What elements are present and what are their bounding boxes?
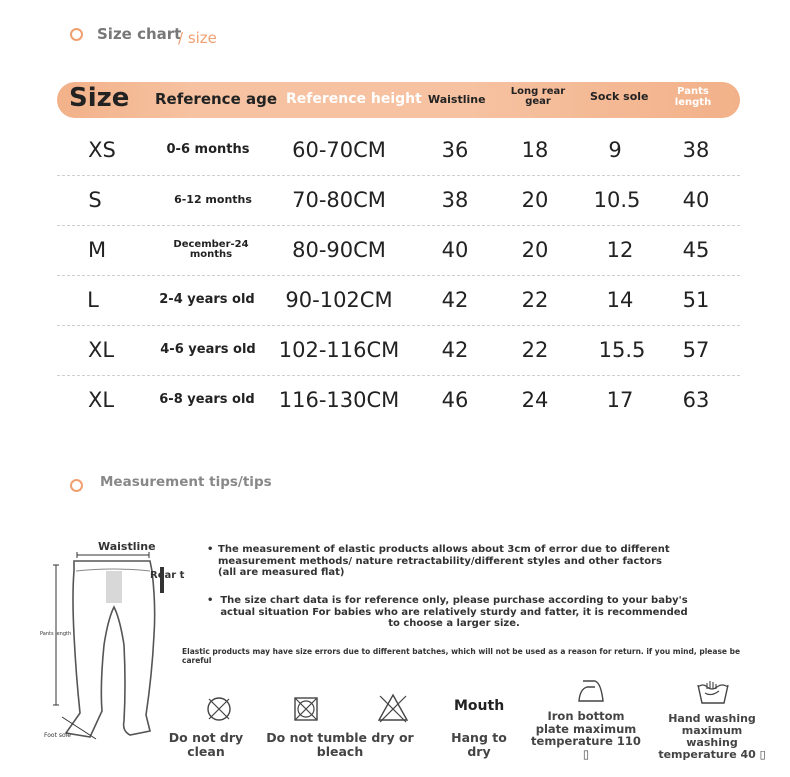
diagram-pants-length-label: Pants length <box>40 631 72 637</box>
diagram-waistline-label: Waistline <box>98 540 156 553</box>
size-cell: XL <box>87 388 115 412</box>
no-dry-clean-icon <box>200 694 240 726</box>
height-cell: 116-130CM <box>278 388 400 412</box>
care-mouth-label: Mouth <box>454 698 505 714</box>
size-chart-bullet-icon <box>70 28 83 41</box>
care-iron <box>575 677 609 705</box>
age-cell: 6-8 years old <box>159 392 255 408</box>
waistline-cell: 36 <box>441 138 469 162</box>
no-tumble-dry-icon <box>288 694 328 726</box>
age-cell: 0-6 months <box>166 142 250 158</box>
tip-text: The measurement of elastic products allows about 3cm of error due to different measurement methods/ nature retractability/different styles and other factors (all are measured flat) <box>218 544 670 578</box>
size-cell: S <box>88 188 102 212</box>
rear-gear-cell: 18 <box>521 138 549 162</box>
measurement-title: Measurement tips/tips <box>100 474 272 490</box>
waistline-cell: 42 <box>441 288 469 312</box>
sock-sole-cell: 9 <box>608 138 622 162</box>
size-cell: L <box>87 288 99 312</box>
waistline-cell: 42 <box>441 338 469 362</box>
diagram-rear-label: Rear t <box>150 570 185 581</box>
pants-length-cell: 40 <box>682 188 710 212</box>
age-cell: 2-4 years old <box>159 292 255 308</box>
height-cell: 70-80CM <box>292 188 386 212</box>
pants-length-cell: 57 <box>682 338 710 362</box>
header-reference-height: Reference height <box>286 91 422 107</box>
header-sock-sole: Sock sole <box>590 90 649 103</box>
table-row <box>57 325 740 375</box>
care-label-hand-wash: Hand washing maximum washing temperature 40 ▯ <box>658 712 766 762</box>
waistline-cell: 46 <box>441 388 469 412</box>
sock-sole-cell: 14 <box>606 288 634 312</box>
sock-sole-cell: 15.5 <box>598 338 646 362</box>
age-cell: December-24 months <box>173 238 249 260</box>
waistline-cell: 40 <box>441 238 469 262</box>
pants-length-cell: 45 <box>682 238 710 262</box>
sock-sole-cell: 10.5 <box>593 188 641 212</box>
rear-gear-cell: 20 <box>521 188 549 212</box>
table-row <box>57 175 740 225</box>
pants-length-cell: 38 <box>682 138 710 162</box>
table-row <box>57 375 740 425</box>
pants-length-cell: 63 <box>682 388 710 412</box>
table-row <box>57 225 740 275</box>
size-cell: M <box>87 238 107 262</box>
tights-outline-icon <box>38 535 188 745</box>
care-no-dry-clean <box>200 694 240 726</box>
hand-wash-icon <box>695 677 731 707</box>
header-long-rear-gear: Long rear gear <box>510 86 566 107</box>
rear-gear-cell: 24 <box>521 388 549 412</box>
tip-bullet-icon: • <box>207 595 214 606</box>
table-row <box>57 125 740 175</box>
no-bleach-icon <box>374 692 414 724</box>
rear-gear-cell: 20 <box>521 238 549 262</box>
care-label-iron: Iron bottom plate maximum temperature 110 ▯ <box>531 709 641 761</box>
care-label-hang-dry: Hang to dry <box>451 730 507 759</box>
table-row <box>57 275 740 325</box>
size-chart-title: Size chart <box>97 25 182 43</box>
height-cell: 80-90CM <box>292 238 386 262</box>
tip-bullet-icon: • <box>207 544 214 555</box>
care-label-no-dry-clean: Do not dry clean <box>168 730 244 759</box>
height-cell: 102-116CM <box>278 338 400 362</box>
header-size: Size <box>69 83 130 113</box>
pants-diagram <box>38 535 188 745</box>
header-pants-length: Pants length <box>674 86 712 108</box>
rear-gear-cell: 22 <box>521 288 549 312</box>
age-cell: 6-12 months <box>174 193 252 207</box>
return-note: Elastic products may have size errors due to different batches, which will not be used as a reason for return. if you mind, please be careful <box>182 647 741 665</box>
size-table-header <box>57 82 740 118</box>
care-hand-wash <box>695 677 731 707</box>
size-chart-subtitle: / size <box>178 29 217 47</box>
size-cell: XS <box>88 138 116 162</box>
size-cell: XL <box>87 338 115 362</box>
height-cell: 60-70CM <box>292 138 386 162</box>
rear-gear-cell: 22 <box>521 338 549 362</box>
header-waistline: Waistline <box>428 93 486 106</box>
height-cell: 90-102CM <box>285 288 393 312</box>
pants-length-cell: 51 <box>682 288 710 312</box>
tip-text: The size chart data is for reference only, please purchase according to your baby's actual situation For babies who are relatively sturdy and fatter, it is recommended to choose a larger size. <box>220 595 688 629</box>
sock-sole-cell: 12 <box>606 238 634 262</box>
diagram-foot-sole-label: Foot sole <box>44 732 71 739</box>
care-no-bleach <box>374 692 414 724</box>
care-label-no-tumble-dry: Do not tumble dry or bleach <box>266 730 414 759</box>
age-cell: 4-6 years old <box>160 342 256 358</box>
iron-icon <box>575 677 609 705</box>
care-no-tumble-dry <box>288 694 328 726</box>
waistline-cell: 38 <box>441 188 469 212</box>
sock-sole-cell: 17 <box>606 388 634 412</box>
measurement-bullet-icon <box>70 479 83 492</box>
header-reference-age: Reference age <box>155 90 277 108</box>
